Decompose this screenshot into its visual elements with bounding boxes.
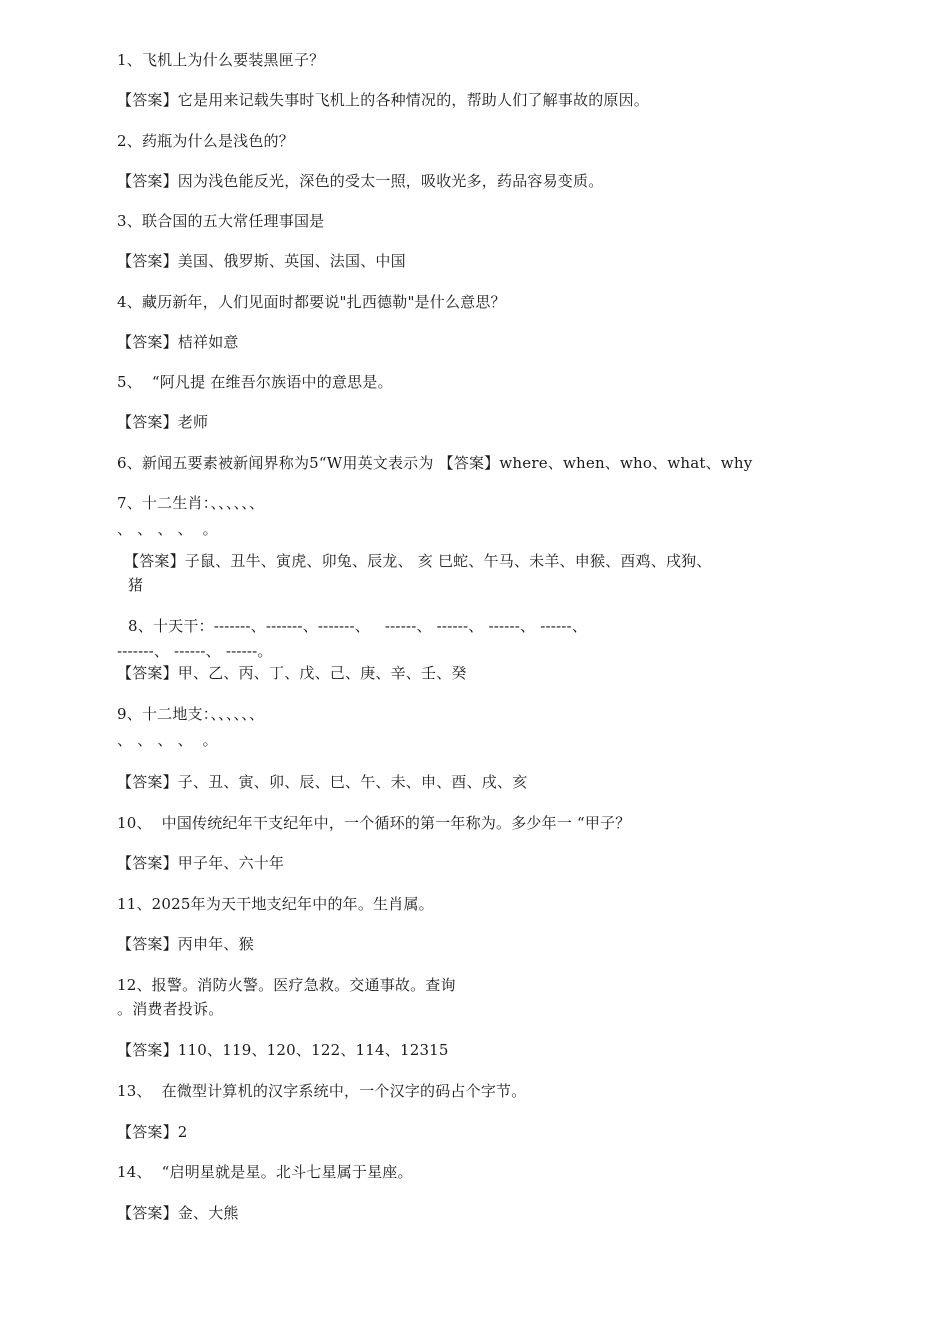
question-12: 12、报警。消防火警。医疗急救。交通事故。查询 <box>117 976 456 994</box>
answer-7-cont: 猪 <box>128 576 144 594</box>
answer-14: 【答案】金、大熊 <box>117 1204 239 1222</box>
answer-8: 【答案】甲、乙、丙、丁、戊、己、庚、辛、壬、癸 <box>117 664 467 682</box>
answer-5: 【答案】老师 <box>117 413 209 431</box>
question-13: 13、 在微型计算机的汉字系统中，一个汉字的码占个字节。 <box>117 1082 527 1100</box>
answer-3: 【答案】美国、俄罗斯、英国、法国、中国 <box>117 252 406 270</box>
question-7: 7、十二生肖：、、、、、、 <box>117 494 265 512</box>
question-14: 14、 “启明星就是星。北斗七星属于星座。 <box>117 1163 413 1181</box>
answer-10: 【答案】甲子年、六十年 <box>117 854 285 872</box>
answer-12: 【答案】110、119、120、122、114、12315 <box>117 1041 449 1059</box>
answer-11: 【答案】丙申年、猴 <box>117 935 254 953</box>
question-5: 5、 “阿凡提 在维吾尔族语中的意思是。 <box>117 373 393 391</box>
answer-7: 【答案】子鼠、丑牛、寅虎、卯兔、辰龙、 亥 巳蛇、午马、未羊、申猴、酉鸡、戌狗、 <box>124 552 712 570</box>
question-9-cont: 、 、 、 、 。 <box>117 731 218 749</box>
question-4: 4、藏历新年，人们见面时都要说"扎西德勒"是什么意思？ <box>117 293 506 311</box>
question-11: 11、2025年为天干地支纪年中的年。生肖属。 <box>117 895 434 913</box>
answer-13: 【答案】2 <box>117 1123 188 1141</box>
question-7-cont: 、 、 、 、 。 <box>117 520 218 538</box>
question-9: 9、十二地支：、、、、、、 <box>117 705 265 723</box>
question-2: 2、药瓶为什么是浅色的？ <box>117 132 294 150</box>
question-8: 8、十天干：-------、-------、-------、 ------、 ------、 ------、 ------、 <box>128 617 588 635</box>
question-6-with-answer: 6、新闻五要素被新闻界称为5“W用英文表示为 【答案】where、when、who、what、why <box>117 454 753 472</box>
answer-9: 【答案】子、丑、寅、卯、辰、巳、午、未、申、酉、戌、亥 <box>117 773 528 791</box>
question-10: 10、 中国传统纪年干支纪年中，一个循环的第一年称为。多少年一 “甲子？ <box>117 814 631 832</box>
answer-1: 【答案】它是用来记载失事时飞机上的各种情况的，帮助人们了解事故的原因。 <box>117 91 650 109</box>
answer-4: 【答案】桔祥如意 <box>117 333 239 351</box>
question-1: 1、飞机上为什么要装黑匣子？ <box>117 51 325 69</box>
question-8-cont: -------、 ------、 ------。 <box>117 642 273 660</box>
question-3: 3、联合国的五大常任理事国是 <box>117 212 325 230</box>
answer-2: 【答案】因为浅色能反光，深色的受太一照，吸收光多，药品容易变质。 <box>117 172 604 190</box>
question-12-cont: 。消费者投诉。 <box>117 1000 224 1018</box>
